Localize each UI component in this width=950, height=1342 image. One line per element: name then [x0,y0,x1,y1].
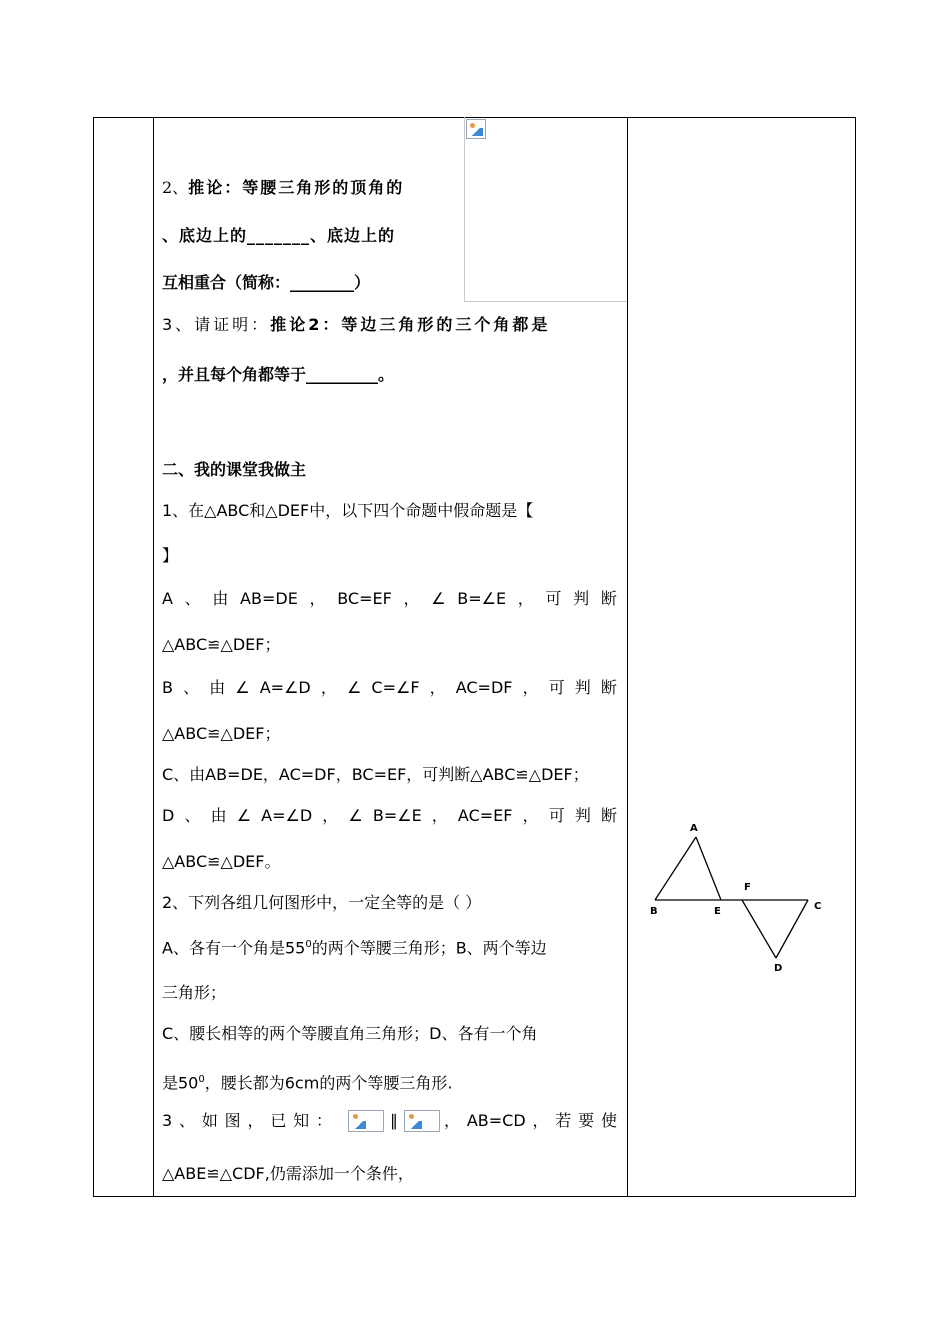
q2-stem: 2、下列各组几何图形中，一定全等的是（ ） [162,893,482,912]
broken-image-icon [350,1111,370,1131]
option-d-token: ∠ [236,806,252,825]
q3-token: 已 [270,1111,287,1130]
column-divider-2 [627,118,628,1196]
option-a-token: A [162,589,173,608]
broken-image-icon [406,1111,426,1131]
label-b: B [650,906,658,917]
q2-option-d-cont [162,1070,617,1093]
label-d: D [774,963,783,974]
option-b-token: ∠ [346,678,362,697]
q2-option-b-text: 的两个等腰三角形；B、两个等边 [311,938,547,958]
option-a-token: 由 [212,589,229,608]
option-d-token: ， [431,806,448,825]
q3-token: 如 [201,1111,218,1130]
label-a: A [690,823,698,834]
option-b-token: 可 [548,678,565,697]
option-b-token: ， [522,678,539,697]
parallel-symbol: ∥ [390,1111,398,1130]
degree-superscript: 0 [305,939,312,950]
q3-token: 图 [224,1111,241,1130]
line-fd [742,900,776,958]
broken-image-icon [466,119,486,139]
option-b-token: 断 [600,678,617,697]
label-f: F [744,882,751,893]
option-b-token: 、 [183,678,200,697]
q2-option-a-text: A、各有一个角是55 [162,938,306,958]
option-b-token: 判 [574,678,591,697]
option-a-token: B=∠E [457,589,507,608]
option-a-token: BC=EF [337,589,392,608]
option-d-token: 、 [184,806,201,825]
option-b-token: A=∠D [259,678,311,697]
corollary-line-3: 互相重合（简称：________） [162,273,371,292]
option-a-token: 断 [600,589,617,608]
option-d-line-1 [162,806,617,826]
label-c: C [814,901,822,912]
q1-bracket-close: 】 [162,546,179,565]
q3-token: 知 [293,1111,310,1130]
q3-token: 使 [600,1111,617,1130]
option-a-line-1 [162,589,617,609]
option-d-token: AC=EF [457,806,513,825]
option-a-line-2: △ABC≌△DEF； [162,635,281,654]
q3-token: 要 [578,1111,595,1130]
degree-superscript: 0 [198,1074,205,1085]
option-d-token: A=∠D [261,806,313,825]
option-b-token: ∠ [235,678,250,697]
option-a-token: ， [309,589,326,608]
proof-prefix: 3、请证明： [162,315,271,334]
proof-text: 推论2：等边三角形的三个角都是 [270,315,551,334]
option-d-token: 可 [548,806,565,825]
q1-stem: 1、在△ABC和△DEF中，以下四个命题中假命题是【 [162,501,534,520]
option-b-token: ， [429,678,446,697]
column-divider-1 [153,118,154,1196]
q3-line-2: △ABE≌△CDF,仍需添加一个条件， [162,1164,414,1183]
option-d-token: ， [522,806,539,825]
option-d-token: 由 [210,806,227,825]
triangle-figure [640,815,840,975]
corollary-line-2: 、底边上的_______、底边上的 [162,226,396,245]
option-a-token: 判 [573,589,590,608]
inline-image-2 [404,1110,440,1132]
option-c: C、由AB=DE，AC=DF，BC=EF，可判断△ABC≌△DEF； [162,765,589,784]
line-ba [655,837,696,900]
q2-option-cd: C、腰长相等的两个等腰直角三角形；D、各有一个角 [162,1024,538,1043]
option-b-token: AC=DF [455,678,513,697]
label-e: E [714,906,721,917]
option-b-line-1 [162,678,617,698]
option-a-token: ∠ [431,589,446,608]
line-ae [696,837,721,900]
q2-option-d-text-2: ，腰长都为6cm的两个等腰三角形. [204,1073,453,1093]
option-b-token: B [162,678,173,697]
q3-token: AB=CD [466,1111,526,1130]
q2-option-b-cont: 三角形； [162,983,227,1002]
option-d-token: D [162,806,175,825]
q3-token: 、 [179,1111,196,1130]
q3-token: 3 [162,1111,173,1130]
figure-placeholder-box [464,117,627,302]
q3-prefix [162,1111,332,1131]
q3-tail [444,1111,617,1131]
option-a-token: AB=DE [240,589,298,608]
question-number: 2、 [162,178,189,197]
q3-token: ， [532,1111,549,1130]
option-d-token: 断 [600,806,617,825]
inline-image-1 [348,1110,384,1132]
q2-option-ab [162,935,617,958]
q3-line-1 [162,1110,617,1132]
q2-option-d-text: 是50 [162,1073,199,1093]
option-a-token: 、 [184,589,201,608]
section-title: 二、我的课堂我做主 [162,460,307,479]
option-d-token: ， [322,806,339,825]
option-a-token: ， [403,589,420,608]
proof-line-1 [162,315,617,335]
option-d-token: 判 [574,806,591,825]
option-b-token: C=∠F [371,678,420,697]
option-d-token: B=∠E [372,806,422,825]
option-b-token: 由 [209,678,226,697]
option-d-token: ∠ [348,806,363,825]
q3-token: ， [247,1111,264,1130]
option-d-line-2: △ABC≌△DEF。 [162,852,281,871]
corollary-line-1 [162,178,452,198]
proof-line-2: ，并且每个角都等于_________。 [162,365,395,384]
corollary-text: 推论：等腰三角形的顶角的 [188,178,405,197]
q3-token: ， [444,1111,461,1130]
line-dc [776,900,808,958]
option-b-token: ， [320,678,337,697]
q3-token: 若 [555,1111,572,1130]
option-a-token: ， [517,589,534,608]
option-b-line-2: △ABC≌△DEF； [162,724,281,743]
option-a-token: 可 [545,589,562,608]
q3-token: ： [315,1111,332,1130]
